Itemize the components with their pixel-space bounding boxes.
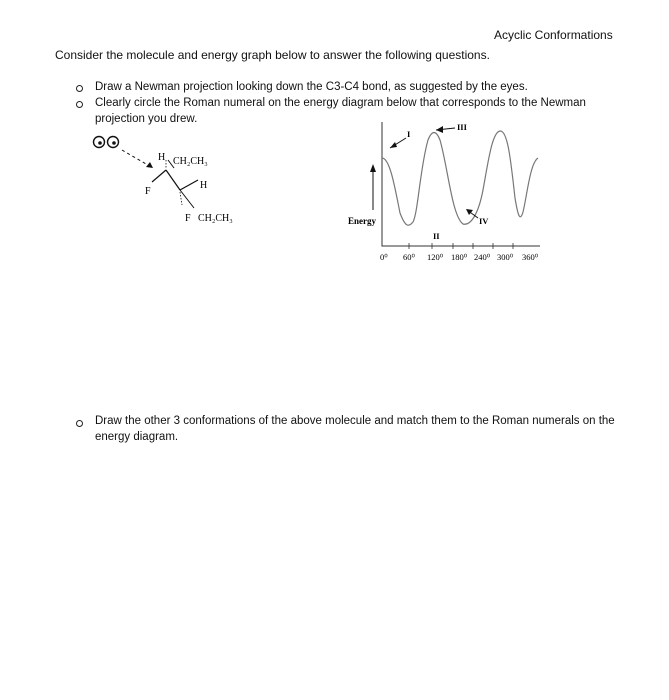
bond-to-h — [180, 180, 198, 190]
label-III: III — [457, 122, 467, 132]
intro-text: Consider the molecule and energy graph below to answer the following questions. — [55, 48, 490, 62]
x-tick-label: 60⁰ — [403, 252, 415, 262]
molecule-drawing — [80, 130, 280, 240]
label-I: I — [407, 129, 411, 139]
question-1: Draw a Newman projection looking down the C3-C4 bond, as suggested by the eyes. — [95, 81, 528, 93]
top-h-label: H — [158, 152, 166, 163]
hash-bond — [180, 192, 182, 205]
axes — [382, 126, 540, 246]
question-3: Draw the other 3 conformations of the above molecule and match them to the Roman numerals on the energy diagram. — [95, 415, 615, 443]
bullet-icon — [76, 85, 83, 92]
energy-curve — [382, 131, 538, 225]
energy-diagram — [340, 118, 580, 268]
arrowhead-icon — [146, 162, 153, 168]
arrowhead-icon — [370, 164, 376, 172]
right-h-label: H — [200, 180, 208, 191]
left-f-label: F — [145, 186, 151, 197]
x-tick-label: 240⁰ — [474, 252, 491, 262]
x-tick-label: 120⁰ — [427, 252, 444, 262]
page-title: Acyclic Conformations — [494, 28, 613, 42]
bond-to-f — [152, 170, 166, 182]
bullet-icon — [76, 101, 83, 108]
x-tick-label: 180⁰ — [451, 252, 468, 262]
label-IV: IV — [479, 216, 489, 226]
question-2: Clearly circle the Roman numeral on the energy diagram below that corresponds to the Newman projection you drew. — [95, 97, 586, 125]
top-group-label: CH₂CH₃ — [173, 156, 208, 167]
label-II: II — [433, 231, 440, 241]
x-tick-label: 360⁰ — [522, 252, 539, 262]
x-tick-label: 300⁰ — [497, 252, 514, 262]
bottom-f-label: F — [185, 213, 191, 224]
bottom-group-label: CH₂CH₃ — [198, 213, 233, 224]
bullet-icon — [76, 420, 83, 427]
energy-axis-label: Energy — [348, 216, 376, 226]
arrowhead-icon — [436, 126, 443, 133]
arrowhead-icon — [390, 142, 397, 148]
bond — [180, 190, 194, 208]
c3-c4-bond — [166, 170, 180, 190]
x-tick-label: 0⁰ — [380, 252, 388, 262]
eyes-icon — [94, 137, 119, 148]
